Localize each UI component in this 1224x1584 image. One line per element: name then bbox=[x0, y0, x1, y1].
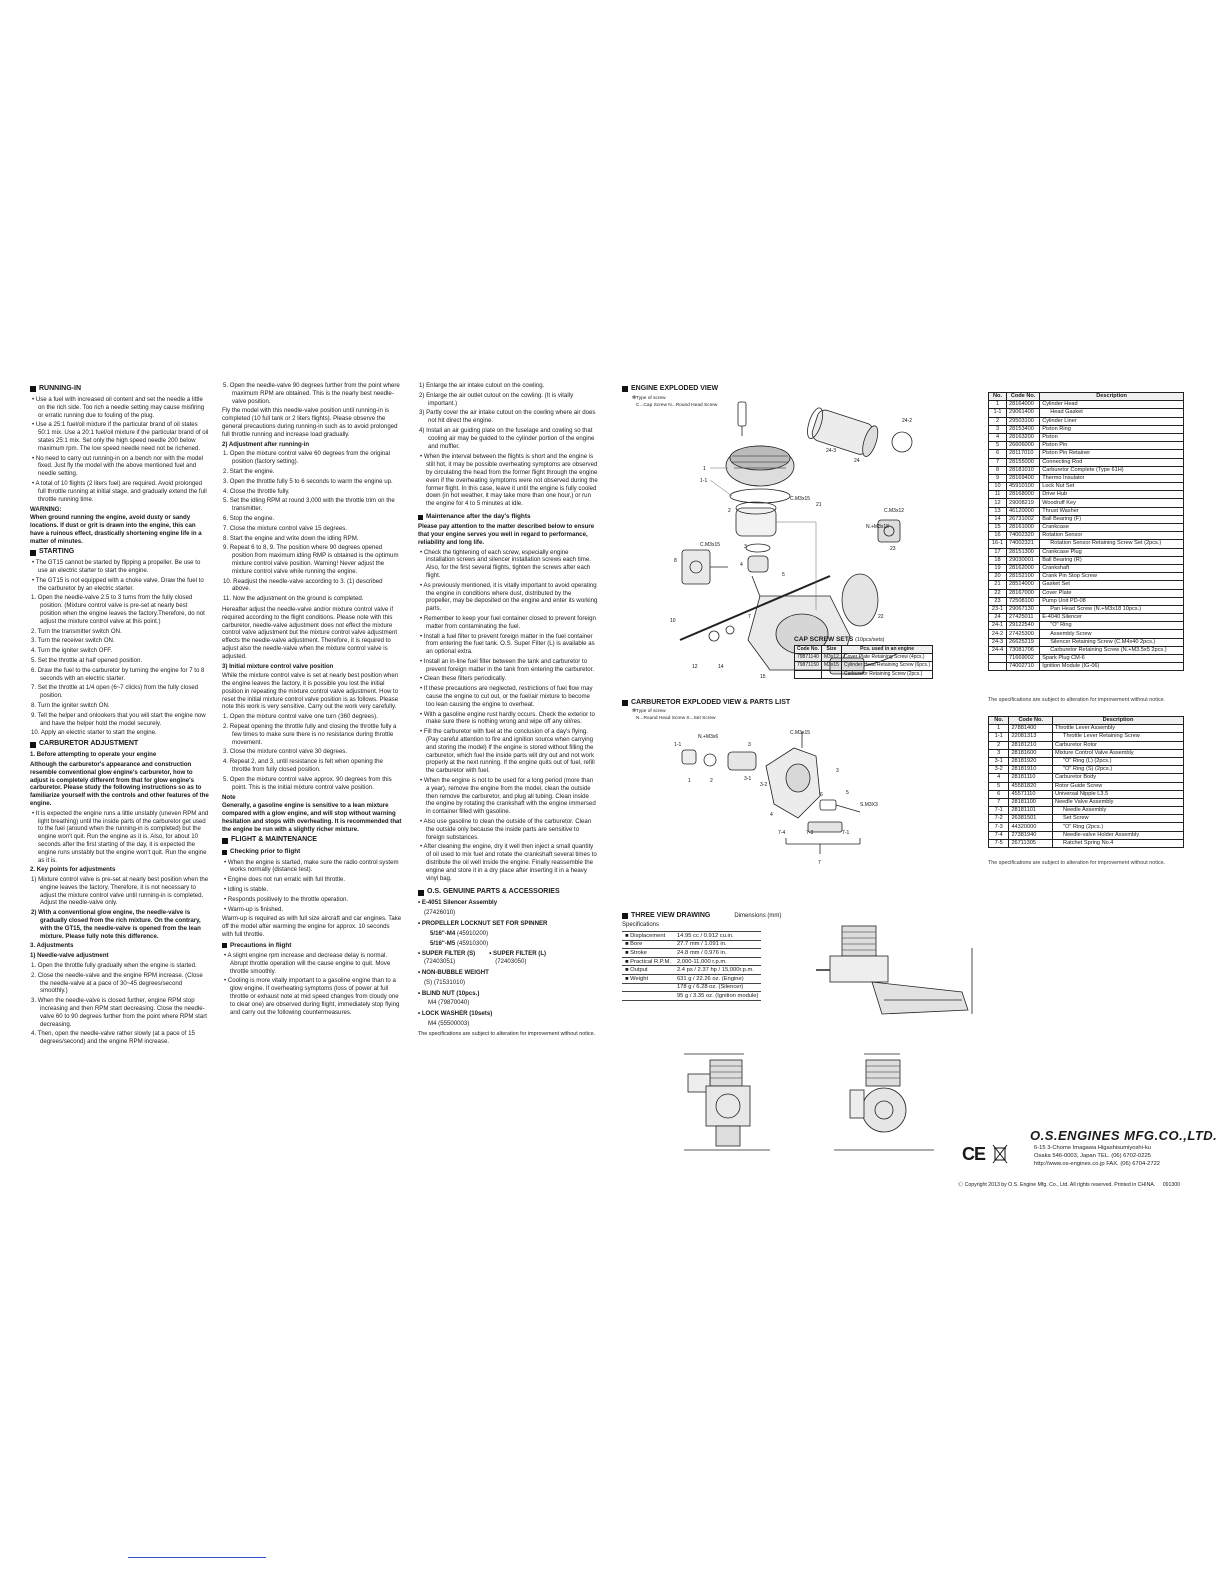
table-row: 24-2 27425300 Assembly Screw bbox=[989, 630, 1184, 638]
accessory-locknut-1: 5/16"-M4 (45910200) bbox=[430, 929, 489, 937]
square-bullet-icon bbox=[418, 890, 424, 896]
maintenance-item: • Also use gasoline to clean the outside of the carburetor. Clean the outside only because the inside parts are sensitive to foreign substances. bbox=[420, 818, 592, 841]
part-label-4: 4 bbox=[740, 562, 743, 568]
table-row: 16 74002320 Rotation Sensor bbox=[989, 532, 1184, 540]
three-view-side bbox=[812, 918, 982, 1028]
square-bullet-icon bbox=[30, 550, 36, 556]
part-label-24-2: 24-2 bbox=[902, 418, 913, 424]
table-row: ■ Stroke 24.8 mm / 0.976 in. bbox=[622, 949, 761, 958]
check-item: • Idling is stable. bbox=[224, 885, 269, 893]
square-bullet-icon bbox=[222, 943, 227, 948]
starting-step: 9. Tell the helper and onlookers that you will start the engine now and have the helper hold the model securely. bbox=[31, 711, 206, 727]
part-label-7: 7 bbox=[748, 614, 751, 620]
table-row: 19 28162000 Crankshaft bbox=[989, 564, 1184, 572]
screw-type-legend: ✻Type of screw C...Cap Screw N...Round Head Screw bbox=[632, 396, 718, 408]
square-bullet-icon bbox=[418, 515, 423, 520]
weee-bin-icon bbox=[992, 1144, 1008, 1164]
accessory-lockwasher: • LOCK WASHER (10sets) bbox=[418, 1010, 493, 1018]
accessory-locknut-2: 5/16"-M5 (45910300) bbox=[430, 939, 489, 947]
countermeasure: 3) Partly cover the air intake cutout on the cowling where air does not hit direct the engine. bbox=[419, 409, 596, 425]
after-step: 5. Set the idling RPM at round 3,000 with the throttle trim on the transmitter. bbox=[223, 497, 395, 513]
column-3 bbox=[418, 382, 598, 1040]
check-item: • Engine does not run erratic with full throttle. bbox=[224, 876, 346, 884]
precaution-item: • Cooling is more vitally important to a gasoline engine than to a glow engine. If overheating symptoms (loss of power at full throttle or exhaust note at mid speed changes from cloudy one to clear one) are observed during flight, immediately stop flying and carry out the following countermeasures. bbox=[224, 977, 400, 1016]
website-link[interactable]: http://www.os-engines.co.jp bbox=[1034, 1160, 1105, 1167]
table-row: 5 26606000 Piston Pin bbox=[989, 442, 1184, 450]
part-label-8: 8 bbox=[674, 558, 677, 564]
adjust-step: 2. Close the needle-valve and the engine RPM increase. (Close the needle-valve at a pace of 30~45 degrees/second smoothly.) bbox=[31, 971, 203, 995]
table-row: 23-1 29067130 Pan Head Screw (N.+M3x18 10pcs.) bbox=[989, 605, 1184, 613]
table-row: 3 28153400 Piston Ring bbox=[989, 425, 1184, 433]
starting-item: • The GT15 cannot be started by flipping a propeller. Be use to use an electric starter to start the engine. bbox=[32, 559, 201, 575]
table-row: 79871140 M3x12 Cover Plate Retaining Screw (4pcs.) bbox=[795, 654, 933, 662]
specifications-table bbox=[622, 931, 761, 1001]
table-row: 7-5 26711305 Ratchet Spring No.4 bbox=[989, 839, 1184, 847]
initial-step: 1. Open the mixture control valve one turn (360 degrees). bbox=[223, 713, 378, 721]
part-label-10: 10 bbox=[670, 618, 676, 624]
table-row: 1 27881400 Throttle Lever Assembly bbox=[989, 725, 1184, 733]
table-row: 13 46120000 Thrust Washer bbox=[989, 507, 1184, 515]
part-label-22: 22 bbox=[878, 614, 884, 620]
initial-step: 2. Repeat opening the throttle fully and closing the throttle fully a few times to make sure there is no resistance during throttle movement. bbox=[223, 723, 397, 746]
initial-position-heading: 3) Initial mixture control valve position bbox=[222, 662, 334, 670]
table-row: 21 28514000 Gasket Set bbox=[989, 581, 1184, 589]
carb-label-sm3x3: S.M3X3 bbox=[860, 802, 878, 808]
after-step: 8. Start the engine and write down the idling RPM. bbox=[223, 534, 359, 542]
table-row: 12 29008219 Woodruff Key bbox=[989, 499, 1184, 507]
table-row: ■ Bore 27.7 mm / 1.091 in. bbox=[622, 940, 761, 949]
table-row: 18 29030001 Ball Bearing (R) bbox=[989, 556, 1184, 564]
adjust-step-5: 5. Open the needle-valve 90 degrees further from the point where maximum RPM are obtained. This is the nearly best needle-valve position. bbox=[223, 382, 400, 405]
table-row: 10 45910100 Lock Nut Set bbox=[989, 483, 1184, 491]
accessory-blindnut-code: M4 (79870040) bbox=[428, 999, 470, 1007]
carb-label-4: 4 bbox=[770, 812, 773, 818]
part-label-14: 14 bbox=[718, 664, 724, 670]
check-item: • Warm-up is finished. bbox=[224, 905, 284, 913]
part-label-nm3x18: N.+M3x18 bbox=[866, 524, 889, 530]
starting-step: 4. Turn the igniter switch OFF. bbox=[31, 647, 112, 655]
square-bullet-icon bbox=[222, 838, 228, 844]
carburetor-adjustment-heading: CARBURETOR ADJUSTMENT bbox=[30, 740, 210, 749]
table-row: 24-4 73081706 Carburetor Retaining Screw (N.+M3.5x5 2pcs.) bbox=[989, 646, 1184, 654]
table-row: 5 45581820 Rotor Guide Screw bbox=[989, 782, 1184, 790]
square-bullet-icon bbox=[622, 700, 628, 706]
carb-label-7-3: 7-3 bbox=[806, 830, 814, 836]
carb-parts-note: The specifications are subject to alteration for improvement without notice. bbox=[988, 860, 1166, 866]
accessory-filters bbox=[418, 950, 598, 966]
running-in-item: • Use a fuel with increased oil content and set the needle a little on the rich side. Too rich a needle setting may cause misfiring or erratic running due to fouling of the plug. bbox=[32, 395, 205, 419]
table-row: 6 28117010 Piston Pin Retainer bbox=[989, 450, 1184, 458]
part-label-cm3x12: C.M3x12 bbox=[884, 508, 905, 514]
table-row: 3-2 28181910 "O" Ring (S) (2pcs.) bbox=[989, 766, 1184, 774]
table-row: 22 28167000 Cover Plate bbox=[989, 589, 1184, 597]
brand-logo: O.S.ENGINES MFG.CO.,LTD. bbox=[1030, 1128, 1218, 1143]
carb-label-3: 3 bbox=[748, 742, 751, 748]
carb-label-2: 2 bbox=[710, 778, 713, 784]
table-row: 20 28152100 Crank Pin Stop Screw bbox=[989, 573, 1184, 581]
footer-rule bbox=[128, 1557, 266, 1558]
cap-screw-heading: CAP SCREW SETS (10pcs/sets) bbox=[794, 636, 885, 643]
carb-label-7-1: 7-1 bbox=[842, 830, 850, 836]
table-row: 24 27425011 E-4040 Silencer bbox=[989, 614, 1184, 622]
table-row: 11 28168000 Drive Hub bbox=[989, 491, 1184, 499]
initial-step: 3. Close the mixture control valve 30 degrees. bbox=[223, 748, 347, 756]
initial-step: 4. Repeat 2, and 3, until resistance is felt when opening the throttle from fully closed position. bbox=[223, 758, 383, 774]
countermeasure: 2) Enlarge the air outlet cutout on the cowling. (It is vitally important.) bbox=[419, 391, 574, 407]
starting-step: 10. Apply an electric starter to start the engine. bbox=[31, 729, 157, 737]
needle-adjust-heading: 1) Needle-valve adjustment bbox=[30, 952, 109, 960]
maintenance-item: • With a gasoline engine rust hardly occurs. Check the exterior to make sure there is nothing wrong and wipe off any oil/res. bbox=[420, 710, 595, 726]
carb-bold-text: Although the carburetor's appearance and construction resemble conventional glow engine's carburetor, how to adjust is completely different from that for glow engine's carburetor. Please study the following instructions so as to familiarize yourself with the controls and other features of the engine. bbox=[30, 760, 209, 807]
warning-title: WARNING: bbox=[30, 506, 62, 514]
part-label-15: 15 bbox=[760, 674, 766, 680]
running-in-heading: RUNNING-IN bbox=[30, 385, 210, 394]
cap-screw-table: Code No. Size Pcs. used in an engine 79871140 M3x12 Cover Plate Retaining Screw (4pcs.) 79871150 M3x15 Cylinder Head Retaining Screw (6pcs.) Carburetor Retaining Screw (2pcs.) bbox=[794, 645, 933, 679]
warmup-text: Warm-up is required as with full size aircraft and car engines. Take off the model after warming the engine for approx. 10 seconds with full throttle. bbox=[222, 915, 402, 938]
carb-label-6: 6 bbox=[820, 792, 823, 798]
table-row: 16-1 74002321 Rotation Sensor Retaining Screw Set (2pcs.) bbox=[989, 540, 1184, 548]
fly-text: Fly the model with this needle-valve position until running-in is completed (10 full tank or 2 liters flights). Please observe the general precautions during running-in such as to avoid prolonged full throttle running and increase load gradually. bbox=[222, 407, 398, 438]
square-bullet-icon bbox=[622, 913, 628, 919]
table-row: ■ Practical R.P.M. 2,000-11,000 r.p.m. bbox=[622, 957, 761, 966]
company-address: 6-15 3-Chome Imagawa Higashisumiyoshi-ku Osaka 546-0003, Japan TEL. (06) 6702-0225 http://www.os-engines.co.jp FAX. (06) 6704-2722 bbox=[1034, 1145, 1161, 1167]
maintenance-bold-text: Please pay attention to the matter described below to ensure that your engine serves you well in regard to performance, reliability and long life. bbox=[418, 523, 595, 546]
carb-exploded-heading: CARBURETOR EXPLODED VIEW & PARTS LIST bbox=[622, 699, 790, 706]
after-step: 1. Open the mixture control valve 60 degrees from the original position (factory setting). bbox=[223, 450, 390, 466]
precautions-heading: Precautions in flight bbox=[222, 942, 402, 950]
engine-parts-table: No. Code No. Description 1 28164000 Cylinder Head 1-1 29061400 Head Gasket 2 29503100 Cylinder Liner 3 28153400 Piston Ring 4 28163200 Piston 5 26606000 Piston Pin 6 28117010 Piston Pin Retainer 7 28155000 Connecting Rod 8 28181010 Carburetor Complete (Type 61H) 9 28169400 Thermo Insulator 10 45910100 Lock Nut Set 11 28168000 Drive Hub 12 29008219 Woodruff Key 13 46120000 Thrust Washer 14 26731002 Ball Bearing (F) 15 28161000 Crankcase 16 74002320 Rotation Sensor 16-1 74002321 Rotation Sensor Retaining Screw Set (2pcs.) 17 28151300 Crankcase Plug 18 29030001 Ball Bearing (R) 19 28162000 Crankshaft 20 28152100 Crank Pin Stop Screw 21 28514000 Gasket Set 22 28167000 Cover Plate 23 72508100 Pump Unit PD-08 23-1 29067130 Pan Head Screw (N.+M3x18 10pcs.) 24 27425011 E-4040 Silencer 24-1 29122540 "O" Ring 24-2 27425300 Assembly Screw 24-3 26625219 Silencer Retaining Screw (C.M4x40 2pcs.) 24-4 73081706 Carburetor Retaining Screw (N.+M3.5x5 2pcs.) 71669002 Spark Plug CM-6 74002710 Ignition Module (IG-06) bbox=[988, 392, 1184, 671]
interval-item: • When the interval between the flights is short and the engine is still hot, it may be possible overheating symptoms are observed by circulating the head from the former flight through the engine even if the overheating symptoms were not observed during the former flight. In this case, leave it until the engine is fully cooled down (in hot weather, it may take more than one hour,) or run the engine for 4 to 5 minutes at idle. bbox=[420, 453, 598, 508]
copyright-line: Ⓒ Copyright 2013 by O.S. Engine Mfg. Co., Ltd. All rights reserved. Printed in CHINA. 091300 bbox=[958, 1182, 1180, 1188]
starting-step: 8. Turn the igniter switch ON. bbox=[31, 702, 110, 709]
running-in-item: • No need to carry out running-in on a bench nor with the model fixed. Just fly the model with the above mentioned fuel and needle setting. bbox=[32, 454, 204, 478]
starting-step: 5. Set the throttle at half opened position. bbox=[31, 657, 143, 665]
carb-item: • It is expected the engine runs a little unstably (uneven RPM and light breathing) until the inside parts of the carburetor get used to the fuel (around when the running-in is completed) but the engine won't quit. Run the engine as it is. Also, for about 10 seconds after the first starting of the day, it is expected the engine runs unstably but the engine won't quit. Run the engine as it is. bbox=[32, 809, 209, 864]
carb-label-3-2: 3-2 bbox=[760, 782, 768, 788]
column-2 bbox=[222, 382, 402, 1018]
table-row: 1-1 29061400 Head Gasket bbox=[989, 409, 1184, 417]
table-row: 95 g / 3.35 oz. (Ignition module) bbox=[622, 992, 761, 1001]
part-label-2: 2 bbox=[728, 508, 731, 514]
table-row: 7-3 44320000 "O" Ring (2pcs.) bbox=[989, 823, 1184, 831]
checking-heading: Checking prior to flight bbox=[222, 848, 402, 856]
maintenance-item: • Fill the carburetor with fuel at the conclusion of a day's flying. (Pay careful attention to fire and ignition source when carrying and storing the model) If the engine is stored without filling the carburetor, which fuel the inside parts will dry out and not work properly at the next running. If the engine quits out of fuel, refill the carburetor with fuel. bbox=[420, 728, 595, 775]
after-step: 2. Start the engine. bbox=[223, 467, 275, 475]
part-label-12: 12 bbox=[692, 664, 698, 670]
part-label-24-3: 24-3 bbox=[826, 448, 837, 454]
table-row: 2 28181210 Carburetor Rotor bbox=[989, 741, 1184, 749]
part-label-5: 5 bbox=[782, 572, 785, 578]
check-item: • When the engine is started, make sure the radio control system works normally (distance test). bbox=[224, 858, 399, 874]
carb-label-5: 5 bbox=[846, 790, 849, 796]
table-row: 24-1 29122540 "O" Ring bbox=[989, 622, 1184, 630]
part-label-21: 21 bbox=[816, 502, 822, 508]
table-row: 3-1 28181920 "O" Ring (L) (2pcs.) bbox=[989, 757, 1184, 765]
maintenance-item: • Install a fuel filter to prevent foreign matter in the fuel container from entering the fuel tank. O.S. Super Filter (L) is available as an optional extra. bbox=[420, 632, 595, 656]
starting-step: 7. Set the throttle at 1/4 open (6~7 clicks) from the fully closed position. bbox=[31, 684, 199, 700]
part-label-cm3x15: C.M3x15 bbox=[790, 496, 811, 502]
table-row: 8 28181010 Carburetor Complete (Type 61H) bbox=[989, 466, 1184, 474]
starting-step: 1. Open the needle-valve 2.5 to 3 turns from the fully closed position. (Mixture control valve is pre-set at nearly best position when the engine leaves the factory.Therefore, do not adjust the mixture control valve at this point.) bbox=[31, 594, 205, 625]
table-row: 74002710 Ignition Module (IG-06) bbox=[989, 663, 1184, 671]
part-label-23: 23 bbox=[890, 546, 896, 552]
check-item: • Responds positively to the throttle operation. bbox=[224, 895, 349, 903]
three-view-rear bbox=[680, 1050, 780, 1155]
carburetor-exploded-diagram bbox=[670, 726, 900, 876]
after-step: 11. Now the adjustment on the ground is completed. bbox=[223, 595, 364, 603]
table-row: ■ Weight 631 g / 22.26 oz. (Engine) bbox=[622, 974, 761, 983]
precaution-item: • A slight engine rpm increase and decrease delay is normal. Abrupt throttle operation will the cause engine to quit. Move throttle smoothly. bbox=[224, 951, 391, 975]
starting-item: • The GT15 is not equipped with a choke valve. Draw the fuel to the carburetor by an electric starter. bbox=[32, 576, 204, 592]
starting-step: 2. Turn the transmitter switch ON. bbox=[31, 627, 122, 635]
maintenance-item: • When the engine is not to be used for a long period (more than a year), remove the engine from the model, clean the outside then remove the carburetor, and plug all tubing. Clean inside the engine by rotating the crankshaft with the engine immersed in container filled with gasoline. bbox=[420, 777, 596, 816]
after-step: 3. Open the throttle fully 5 to 6 seconds to warm the engine up. bbox=[223, 477, 393, 485]
maintenance-item: • Check the tightening of each screw, especially engine installation screws and silencer installation screws each time. Also, for the first several flights, tighten the screws after each flight. bbox=[420, 548, 591, 579]
table-row: 17 28151300 Crankcase Plug bbox=[989, 548, 1184, 556]
table-row: 9 28169400 Thermo Insulator bbox=[989, 474, 1184, 482]
maintenance-item: • If these precautions are neglected, restrictions of fuel flow may cause the engine to cut out, or the fuel/air mixture to become too lean causing the engine to overheat. bbox=[420, 685, 593, 708]
note-text: Generally, a gasoline engine is sensitive to a lean mixture compared with a glow engine, and will stop without warning hesitation and stops with overheating. It is recommended that the engine be run with a slightly richer mixture. bbox=[222, 802, 402, 833]
flight-maintenance-heading: FLIGHT & MAINTENANCE bbox=[222, 836, 402, 845]
square-bullet-icon bbox=[222, 850, 227, 855]
running-in-item: • A total of 10 flights (2 liters fuel) are required. Avoid prolonged full throttle running at initial stage, and gradually extend the full throttle running time. bbox=[32, 479, 207, 503]
square-bullet-icon bbox=[30, 386, 36, 392]
countermeasure: 4) Install an air guiding plate on the fuselage and cowling so that cooling air may be guided to the cylinder portion of the engine and muffler. bbox=[419, 426, 595, 450]
carb-label-nm3x6: N.+M3x6 bbox=[698, 734, 719, 740]
maintenance-item: • After cleaning the engine, dry it well then inject a small quantity of oil used to mix fuel and rotate the crankshaft several times to distribute the oil well inside the engine. Finally reassemble the engine and store it in a dry place after inserting it in a heavy vinyl bag. bbox=[420, 843, 597, 882]
ce-mark: CE bbox=[962, 1144, 986, 1164]
spec-note: The specifications are subject to alteration for improvement without notice. bbox=[418, 1030, 596, 1037]
carb-label-7-4: 7-4 bbox=[778, 830, 786, 836]
after-step: 6. Stop the engine. bbox=[223, 514, 275, 522]
accessory-lockwasher-code: M4 (55500003) bbox=[428, 1019, 470, 1027]
carb-label-3b: 3 bbox=[836, 768, 839, 774]
specifications-label: Specifications bbox=[622, 922, 660, 928]
table-row: 71669002 Spark Plug CM-6 bbox=[989, 655, 1184, 663]
adjustments-heading: 3. Adjustments bbox=[30, 942, 74, 950]
three-view-heading: THREE VIEW DRAWING Dimensions (mm) bbox=[622, 912, 781, 919]
three-view-front bbox=[830, 1050, 940, 1155]
accessory-blindnut: • BLIND NUT (10pcs.) bbox=[418, 989, 480, 997]
carb-label-7: 7 bbox=[818, 860, 821, 866]
table-row: 178 g / 6.28 oz. (Silencer) bbox=[622, 983, 761, 992]
table-row: 7 28155000 Connecting Rod bbox=[989, 458, 1184, 466]
accessory-nonbubble-code: (S) (71531010) bbox=[424, 978, 465, 986]
part-label-1-1: 1-1 bbox=[700, 478, 708, 484]
filter-s: • SUPER FILTER (S) (72403051) bbox=[418, 950, 476, 966]
engine-parts-note: The specifications are subject to alteration for improvement without notice. bbox=[988, 697, 1166, 703]
keypoint: 1) Mixture control valve is pre-set at nearly best position when the engine leaves the factory. Therefore, it is not necessary to adjust the mixture control valve until running-in is completed. Adjust the needle-valve only. bbox=[31, 876, 209, 907]
table-row: 3 28181600 Mixture Control Valve Assembly bbox=[989, 749, 1184, 757]
initial-position-text: While the mixture control valve is set at nearly best position when the engine leaves the factory, it is possible you lost the initial position in repeating the mixture control valve adjustment. How to reset the initial mixture control valve position is as follows. Please note this work is very sensitive. Carry out the work very carefully. bbox=[222, 672, 399, 711]
part-label-1: 1 bbox=[703, 466, 706, 472]
keypoints-heading: 2. Key points for adjustments bbox=[30, 866, 116, 874]
table-row: 7-2 26381501 Set Screw bbox=[989, 815, 1184, 823]
countermeasure: 1) Enlarge the air intake cutout on the cowling. bbox=[419, 382, 545, 389]
table-row: 7 28181100 Needle Valve Assembly bbox=[989, 798, 1184, 806]
adjust-step: 3. When the needle-valve is closed further, engine RPM stop increasing and then RPM start decreasing. Close the needle-valve 60 to 90 degrees further from the point where RPM start decreasing. bbox=[31, 997, 207, 1028]
starting-step: 6. Draw the fuel to the carburetor by turning the engine for 7 to 8 seconds with an electric starter. bbox=[31, 666, 205, 682]
square-bullet-icon bbox=[622, 386, 628, 392]
adjust-step: 4. Then, open the needle-valve rather slowly (at a pace of 15 degrees/second) and the engine RPM increase. bbox=[31, 1030, 195, 1046]
engine-exploded-heading: ENGINE EXPLODED VIEW bbox=[622, 385, 718, 392]
maintenance-item: • Clean these filters periodically. bbox=[420, 675, 507, 683]
carb-label-1-1: 1-1 bbox=[674, 742, 682, 748]
column-1-content bbox=[30, 382, 210, 1048]
hereafter-text: Hereafter adjust the needle-valve and/or mixture control valve if required according to the flight conditions. Please note with this carburetor, needle-valve adjustment does not effect the mixture control valve adjustment but the mixture control valve adjustment effects the needle-valve adjustment. Therefore, it is required to adjust also the needle-valve when the mixture control valve is adjusted. bbox=[222, 605, 398, 660]
table-row: Carburetor Retaining Screw (2pcs.) bbox=[795, 670, 933, 678]
warning-text: When ground running the engine, avoid dusty or sandy locations. If dust or grit is drawn into the engine, this can have a ruinous effect, drastically shortening engine life in a matter of minutes. bbox=[30, 514, 202, 545]
initial-step: 5. Open the mixture control valve approx. 90 degrees from this point. This is the initial mixture control valve position. bbox=[223, 775, 392, 791]
maintenance-item: • Remember to keep your fuel container closed to prevent foreign matter from contaminating the fuel. bbox=[420, 614, 596, 630]
accessory-locknut: • PROPELLER LOCKNUT SET FOR SPINNER bbox=[418, 919, 548, 927]
part-label-cm3x15b: C.M3x15 bbox=[700, 542, 721, 548]
table-row: 7-1 28181101 Needle Assembly bbox=[989, 807, 1184, 815]
note-title: Note bbox=[222, 794, 236, 802]
maintenance-heading: Maintenance after the day's flights bbox=[418, 513, 598, 521]
running-in-item: • Use a 25:1 fuel/oil mixture if the particular brand of oil states 50:1 mix. Use a 20:1 fuel/oil mixture if the particular brand of oil states 25:1 mix. Set only the high speed needle 200 below maximum rpm. The low speed needle need not be richened. bbox=[32, 421, 209, 452]
carb-subheading: 1. Before attempting to operate your engine bbox=[30, 751, 157, 759]
carb-screw-legend: ✻Type of screw N...Round Head Screw S...Set Screw bbox=[632, 709, 716, 721]
table-row: 7-4 27381940 Needle-valve Holder Assembly bbox=[989, 831, 1184, 839]
table-row: ■ Output 2.4 ps / 2.37 hp / 15,000r.p.m. bbox=[622, 966, 761, 975]
table-row: 24-3 26625219 Silencer Retaining Screw (C.M4x40 2pcs.) bbox=[989, 638, 1184, 646]
after-step: 4. Close the throttle fully. bbox=[223, 487, 290, 495]
table-row: 4 28163200 Piston bbox=[989, 433, 1184, 441]
starting-heading: STARTING bbox=[30, 548, 210, 557]
after-step: 9. Repeat 6 to 8, 9. The position where 90 degrees opened position from maximum idling RMP is obtained is the optimum mixture control valve position. Warning! Never adjust the mixture control valve while running the engine. bbox=[223, 544, 399, 575]
table-row: 1-1 22081313 Throttle Lever Retaining Screw bbox=[989, 733, 1184, 741]
after-step: 7. Close the mixture control valve 15 degrees. bbox=[223, 524, 347, 532]
part-label-24: 24 bbox=[854, 458, 860, 464]
starting-step: 3. Turn the receiver switch ON. bbox=[31, 637, 115, 645]
after-step: 10. Readjust the needle-valve according to 3. (1) described above. bbox=[223, 577, 383, 593]
genuine-parts-heading: O.S. GENUINE PARTS & ACCESSORIES bbox=[418, 888, 598, 897]
carb-label-3-1: 3-1 bbox=[744, 776, 752, 782]
maintenance-item: • As previously mentioned, it is vitally important to avoid operating the engine in conditions where dust, distributed by the propeller, may be deposited on the engine and enter its working parts. bbox=[420, 581, 598, 613]
table-row: ■ Displacement 14.95 cc / 0.912 cu.in. bbox=[622, 932, 761, 941]
table-row: 2 29503100 Cylinder Liner bbox=[989, 417, 1184, 425]
table-row: 6 45571110 Universal Nipple L3.5 bbox=[989, 790, 1184, 798]
after-running-heading: 2) Adjustment after running-in bbox=[222, 440, 310, 448]
keypoint: 2) With a conventional glow engine, the needle-valve is gradually closed from the rich mixture. On the contrary, with the GT15, the needle-valve is opened from the lean mixture. Please fully note this difference. bbox=[31, 909, 201, 940]
table-row: 14 26731002 Ball Bearing (F) bbox=[989, 515, 1184, 523]
accessory-silencer-code: (27426010) bbox=[424, 909, 456, 917]
carb-parts-table: No. Code No. Description 1 27881400 Throttle Lever Assembly 1-1 22081313 Throttle Lever Retaining Screw 2 28181210 Carburetor Rotor 3 28181600 Mixture Control Valve Assembly 3-1 28181920 "O" Ring (L) (2pcs.) 3-2 28181910 "O" Ring (S) (2pcs.) 4 28181110 Carburetor Body 5 45581820 Rotor Guide Screw 6 45571110 Universal Nipple L3.5 7 28181100 Needle Valve Assembly 7-1 28181101 Needle Assembly 7-2 26381501 Set Screw 7-3 44320000 "O" Ring (2pcs.) 7-4 27381940 Needle-valve Holder Assembly 7-5 26711305 Ratchet Spring No.4 bbox=[988, 716, 1184, 848]
carb-label-cm3x15: C.M3x15 bbox=[790, 730, 811, 736]
table-row: 23 72508100 Pump Unit PD-08 bbox=[989, 597, 1184, 605]
filter-l: • SUPER FILTER (L) (72403050) bbox=[489, 950, 547, 966]
table-row: 79871150 M3x15 Cylinder Head Retaining Screw (6pcs.) bbox=[795, 662, 933, 670]
square-bullet-icon bbox=[30, 742, 36, 748]
table-row: 4 28181110 Carburetor Body bbox=[989, 774, 1184, 782]
table-row: 1 28164000 Cylinder Head bbox=[989, 401, 1184, 409]
maintenance-item: • Install an in-line fuel filter between the tank and carburetor to prevent foreign matter in the tank from entering the carburetor. bbox=[420, 657, 595, 673]
carb-label-1: 1 bbox=[688, 778, 691, 784]
adjust-step: 1. Open the throttle fully gradually when the engine is started. bbox=[31, 962, 197, 970]
part-label-3: 3 bbox=[744, 544, 747, 550]
table-row: 15 28161000 Crankcase bbox=[989, 524, 1184, 532]
accessory-silencer: • E-4051 Silencer Assembly bbox=[418, 899, 498, 907]
accessory-nonbubble: • NON-BUBBLE WEIGHT bbox=[418, 968, 489, 976]
